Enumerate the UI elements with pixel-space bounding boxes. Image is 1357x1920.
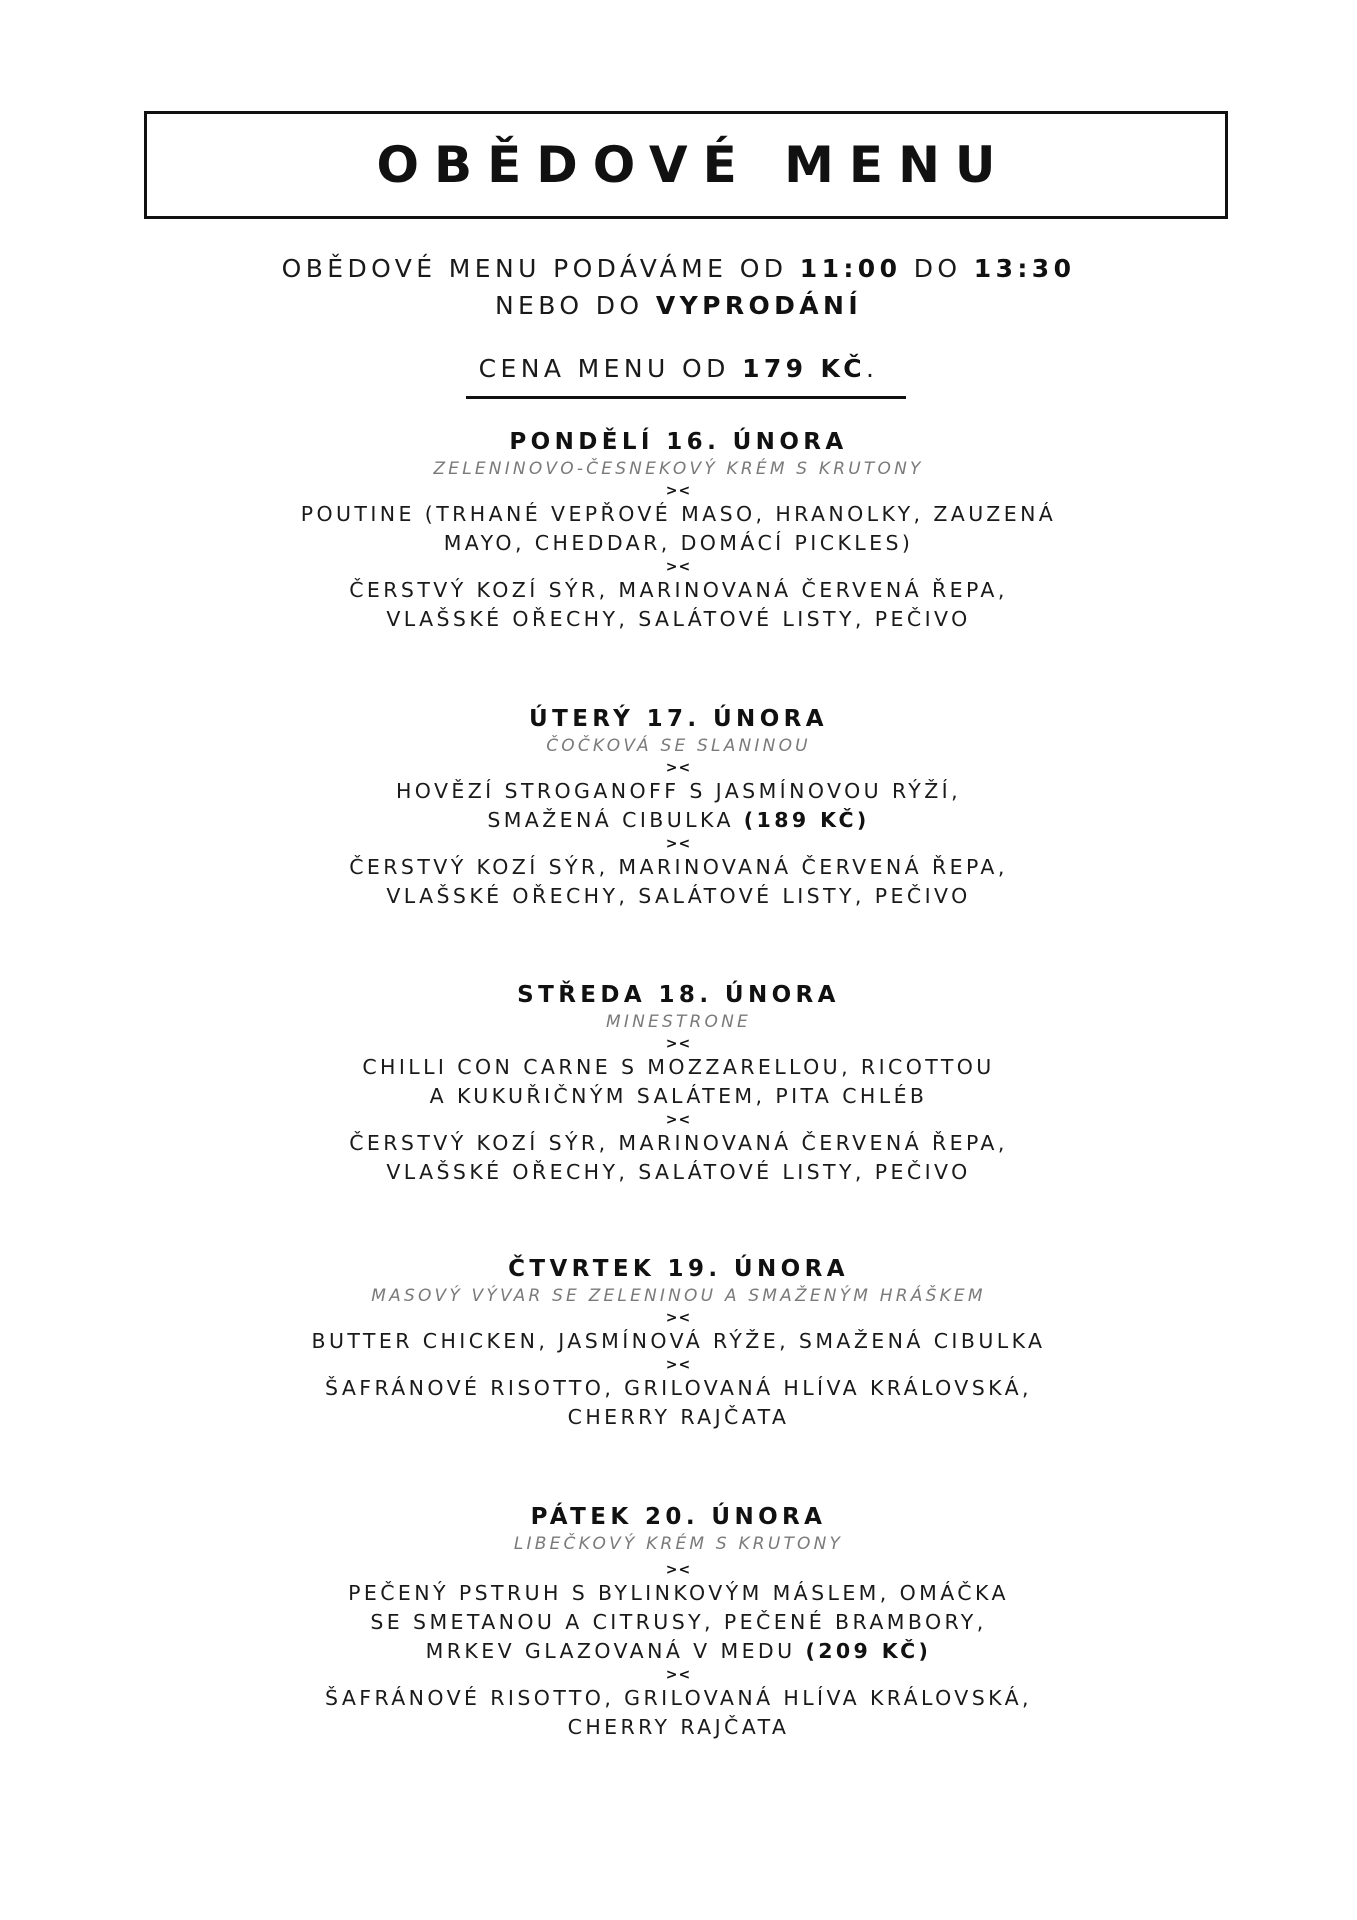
separator-icon: >< — [665, 760, 692, 776]
dish-line: HOVĚZÍ STROGANOFF S JASMÍNOVOU RÝŽÍ, — [395, 779, 962, 803]
serving-end-time: 13:30 — [973, 254, 1076, 283]
dish-line: ŠAFRÁNOVÉ RISOTTO, GRILOVANÁ HLÍVA KRÁLOVSKÁ, — [325, 1376, 1032, 1400]
day-section-monday — [0, 427, 1357, 634]
day-title: PÁTEK 20. ÚNORA — [530, 1504, 827, 1530]
main-dish — [0, 500, 1357, 558]
separator-icon: >< — [665, 1036, 692, 1052]
dish-price: (209 KČ) — [805, 1639, 932, 1663]
soup-of-day: LIBEČKOVÝ KRÉM S KRUTONY — [513, 1534, 844, 1554]
serving-hours-line — [0, 250, 1357, 288]
day-title: ÚTERÝ 17. ÚNORA — [529, 706, 828, 732]
separator-icon: >< — [665, 1667, 692, 1683]
vegetarian-dish — [0, 1129, 1357, 1187]
dish-line: ŠAFRÁNOVÉ RISOTTO, GRILOVANÁ HLÍVA KRÁLOVSKÁ, — [325, 1686, 1032, 1710]
separator-icon: >< — [665, 1112, 692, 1128]
main-dish — [0, 1579, 1357, 1666]
dish-line: VLAŠSKÉ OŘECHY, SALÁTOVÉ LISTY, PEČIVO — [386, 884, 971, 908]
separator-icon: >< — [665, 836, 692, 852]
day-title: ČTVRTEK 19. ÚNORA — [508, 1256, 849, 1282]
dish-line: PEČENÝ PSTRUH S BYLINKOVÝM MÁSLEM, OMÁČKA — [348, 1581, 1009, 1605]
serving-hours-prefix: OBĚDOVÉ MENU PODÁVÁME OD — [281, 254, 800, 283]
menu-price-suffix: . — [865, 354, 879, 383]
title-box — [144, 111, 1228, 219]
dish-text: SMAŽENÁ CIBULKA — [487, 808, 744, 832]
dish-line: BUTTER CHICKEN, JASMÍNOVÁ RÝŽE, SMAŽENÁ CIBULKA — [311, 1329, 1046, 1353]
vegetarian-dish — [0, 853, 1357, 911]
separator-icon: >< — [665, 1310, 692, 1326]
dish-line: SE SMETANOU A CITRUSY, PEČENÉ BRAMBORY, — [370, 1610, 987, 1634]
dish-line: POUTINE (TRHANÉ VEPŘOVÉ MASO, HRANOLKY, ZAUZENÁ — [300, 502, 1057, 526]
dish-price: (189 KČ) — [743, 808, 870, 832]
day-section-tuesday — [0, 704, 1357, 911]
sold-out-prefix: NEBO DO — [494, 291, 656, 320]
dish-line: VLAŠSKÉ OŘECHY, SALÁTOVÉ LISTY, PEČIVO — [386, 1160, 971, 1184]
day-section-friday — [0, 1502, 1357, 1742]
dish-line — [0, 1637, 1357, 1666]
serving-start-time: 11:00 — [799, 254, 902, 283]
vegetarian-dish — [0, 1374, 1357, 1432]
separator-icon: >< — [665, 1357, 692, 1373]
dish-line: ČERSTVÝ KOZÍ SÝR, MARINOVANÁ ČERVENÁ ŘEPA, — [349, 855, 1008, 879]
soup-of-day: ZELENINOVO-ČESNEKOVÝ KRÉM S KRUTONY — [433, 459, 924, 479]
dish-line: CHILLI CON CARNE S MOZZARELLOU, RICOTTOU — [362, 1055, 995, 1079]
soup-of-day: MINESTRONE — [606, 1012, 751, 1032]
day-section-thursday — [0, 1254, 1357, 1432]
vegetarian-dish — [0, 1684, 1357, 1742]
separator-icon: >< — [665, 483, 692, 499]
day-section-wednesday — [0, 980, 1357, 1187]
menu-price-value: 179 KČ — [742, 354, 866, 383]
main-dish — [0, 1327, 1357, 1356]
main-dish — [0, 1053, 1357, 1111]
main-dish — [0, 777, 1357, 835]
dish-line: ČERSTVÝ KOZÍ SÝR, MARINOVANÁ ČERVENÁ ŘEPA, — [349, 1131, 1008, 1155]
dish-line: ČERSTVÝ KOZÍ SÝR, MARINOVANÁ ČERVENÁ ŘEPA, — [349, 578, 1008, 602]
separator-icon: >< — [665, 559, 692, 575]
vegetarian-dish — [0, 576, 1357, 634]
dish-line: MAYO, CHEDDAR, DOMÁCÍ PICKLES) — [443, 531, 914, 555]
menu-price-prefix: CENA MENU OD — [478, 354, 743, 383]
day-title: STŘEDA 18. ÚNORA — [517, 982, 840, 1008]
price-underline-divider — [466, 396, 906, 399]
dish-line: VLAŠSKÉ OŘECHY, SALÁTOVÉ LISTY, PEČIVO — [386, 607, 971, 631]
serving-hours-mid: DO — [901, 254, 974, 283]
separator-icon: >< — [665, 1562, 692, 1578]
dish-line: CHERRY RAJČATA — [567, 1715, 790, 1739]
dish-line — [0, 806, 1357, 835]
sold-out-line — [0, 287, 1357, 325]
day-title: PONDĚLÍ 16. ÚNORA — [509, 429, 848, 455]
page-title: OBĚDOVÉ MENU — [376, 136, 1011, 194]
soup-of-day: MASOVÝ VÝVAR SE ZELENINOU A SMAŽENÝM HRÁŠKEM — [371, 1286, 986, 1306]
dish-text: MRKEV GLAZOVANÁ V MEDU — [425, 1639, 806, 1663]
sold-out-bold: VYPRODÁNÍ — [655, 291, 863, 320]
soup-of-day: ČOČKOVÁ SE SLANINOU — [546, 736, 811, 756]
dish-line: CHERRY RAJČATA — [567, 1405, 790, 1429]
dish-line: A KUKUŘIČNÝM SALÁTEM, PITA CHLÉB — [429, 1084, 928, 1108]
menu-price-line — [0, 350, 1357, 388]
